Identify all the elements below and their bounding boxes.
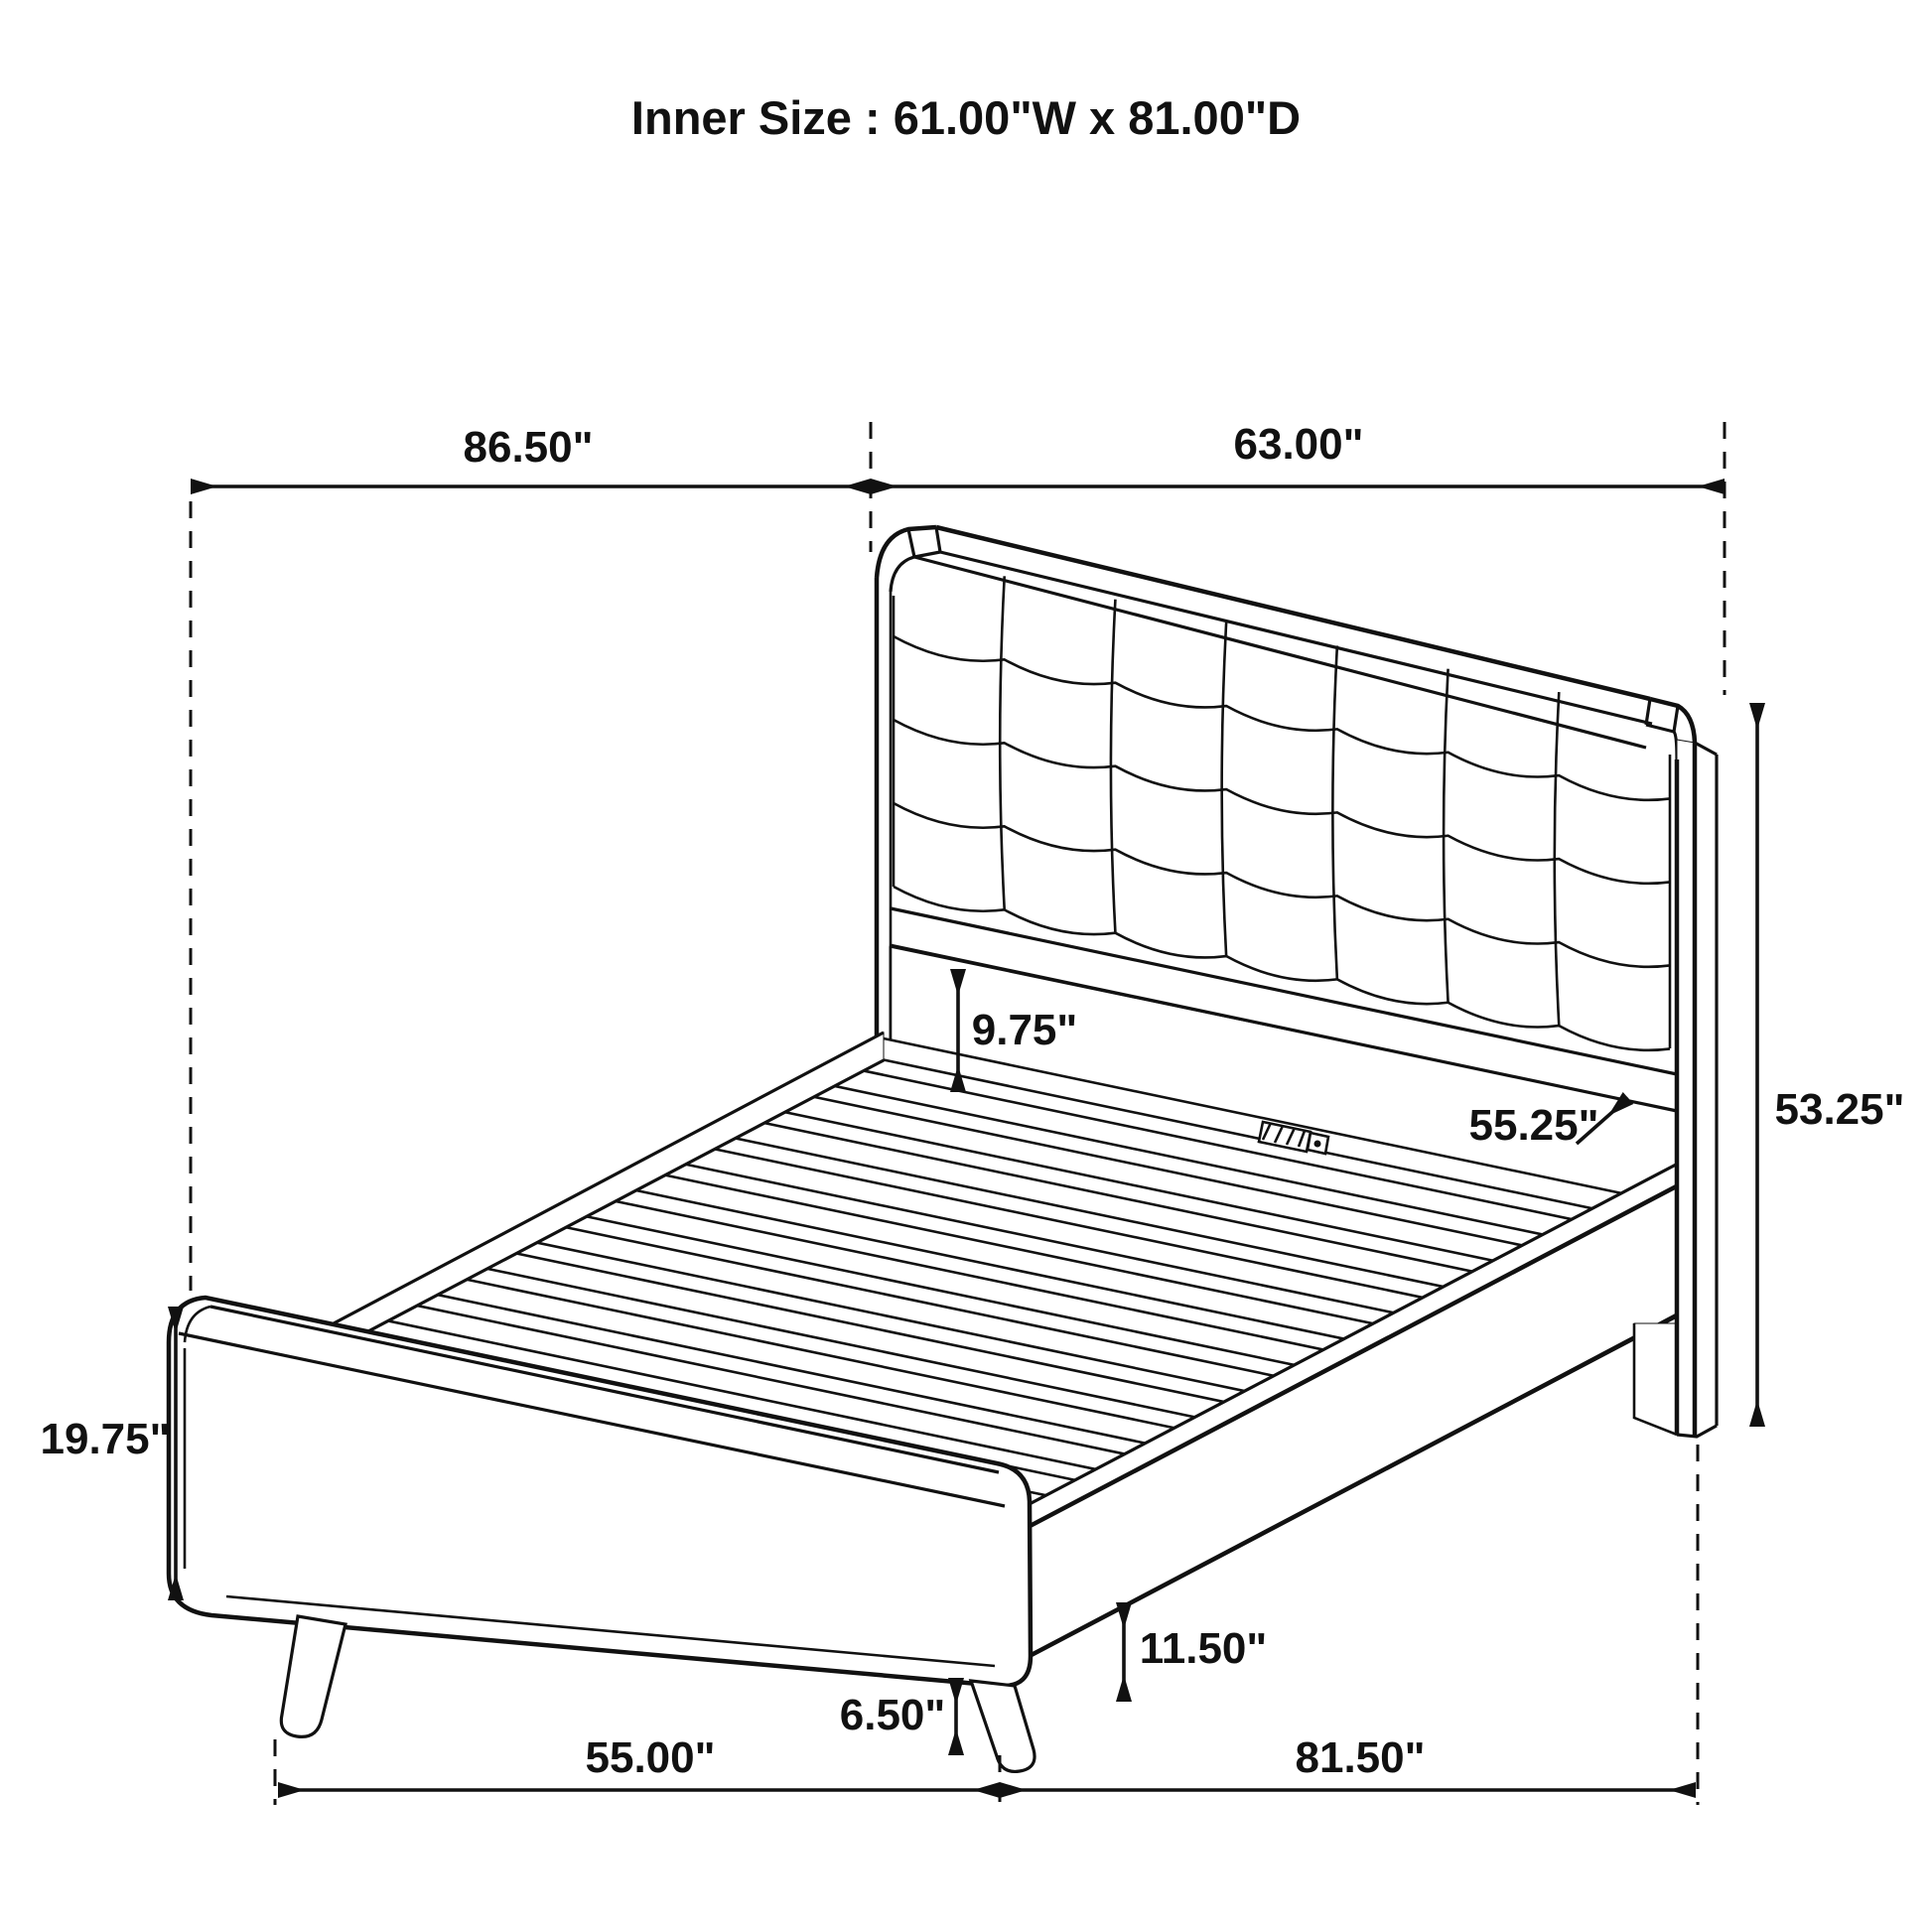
- dim-label-rail-gap: 9.75": [971, 1006, 1078, 1054]
- diagram-title: Inner Size : 61.00"W x 81.00"D: [630, 91, 1302, 144]
- dim-label-overall-length: 86.50": [463, 423, 594, 472]
- dim-label-footboard-clearance: 6.50": [839, 1691, 946, 1739]
- dim-label-headboard-width: 63.00": [1233, 420, 1364, 469]
- dim-label-inner-rail-width: 55.25": [1468, 1101, 1599, 1150]
- dim-label-footboard-height: 19.75": [40, 1415, 171, 1463]
- footboard-left-leg: [281, 1616, 345, 1736]
- dim-label-side-rail-span: 81.50": [1295, 1733, 1426, 1782]
- dim-label-headboard-height: 53.25": [1774, 1085, 1905, 1134]
- dim-label-rail-floor-height: 11.50": [1139, 1624, 1268, 1673]
- dim-label-footboard-span: 55.00": [585, 1733, 716, 1782]
- footboard-right-leg: [971, 1681, 1035, 1771]
